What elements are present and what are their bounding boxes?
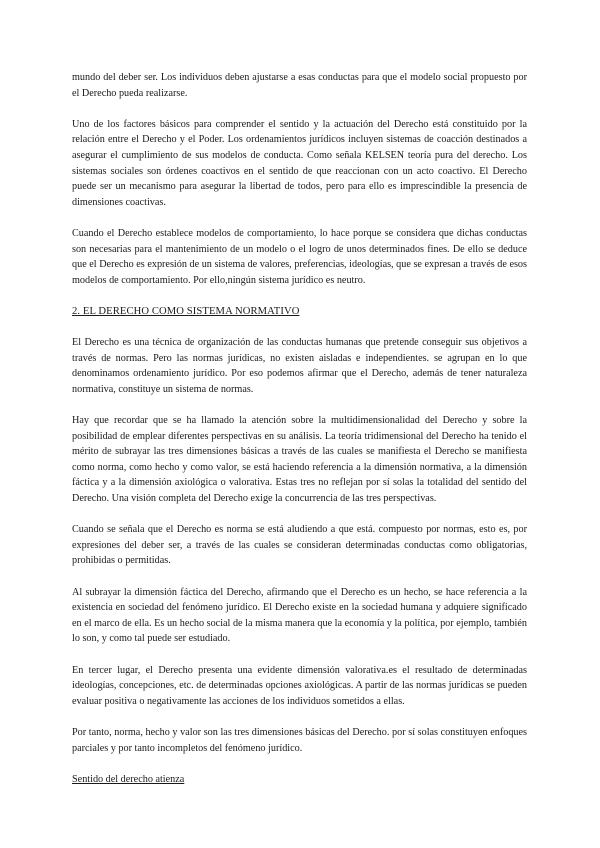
paragraph-conclusion: Por tanto, norma, hecho y valor son las tres dimensiones básicas del Derecho. por sí solas constituyen enfoques parciales y por tanto incompletos del fenómeno jurídico. <box>72 726 527 754</box>
subheading-sentido-derecho: Sentido del derecho atienza <box>72 773 185 785</box>
paragraph-deber-ser: mundo del deber ser. Los individuos deben ajustarse a esas conductas para que el modelo social propuesto por el Derecho pueda realizarse. <box>72 72 527 99</box>
paragraph-dimension-valorativa: En tercer lugar, el Derecho presenta una evidente dimensión valorativa.es el resultado de determinadas ideologías, concepciones, etc. de determinadas opciones axiológicas. A partir de las normas jurídicas se pueden evaluar positiva o negativamente las acciones de los individuos sometidos a ellas. <box>72 664 527 707</box>
section-heading: 2. EL DERECHO COMO SISTEMA NORMATIVO <box>72 305 300 317</box>
paragraph-derecho-norma: Cuando se señala que el Derecho es norma se está aludiendo a que está. compuesto por normas, esto es, por expresiones del deber ser, a través de las cuales se consideran determinadas conductas como obligatorias, prohibidas o permitidas. <box>72 524 527 567</box>
paragraph-modelos-comportamiento: Cuando el Derecho establece modelos de comportamiento, lo hace porque se considera que dichas conductas son necesarias para el mantenimiento de un modelo o el logro de unos determinados fines. De ello se deduce que el Derecho es expresión de un sistema de valores, preferencias, ideologías, que se expresan a través de esos modelos de comportamiento. Por ello,ningún sistema jurídico es neutro. <box>72 227 527 286</box>
paragraph-dimension-factica: Al subrayar la dimensión fáctica del Derecho, afirmando que el Derecho es un hecho, se hace referencia a la existencia en sociedad del fenómeno jurídico. El Derecho existe en la sociedad humana y adquiere significado en el marco de ella. Es un hecho social de la misma manera que la economía y la política, por ejemplo, también lo son, y como tal puede ser estudiado. <box>72 586 527 645</box>
paragraph-derecho-poder: Uno de los factores básicos para comprender el sentido y la actuación del Derecho está constituido por la relación entre el Derecho y el Poder. Los ordenamientos jurídicos incluyen sistemas de coacción destinados a asegurar el cumplimiento de sus modelos de conducta. Como señala KELSEN teoría pura del derecho. Los sistemas sociales son órdenes coactivos en el sentido de que reaccionan con un acto coactivo. El Derecho puede ser un mecanismo para asegurar la libertad de todos, pero para ello es imprescindible la presencia de dimensiones coactivas. <box>72 118 527 208</box>
document-page <box>72 70 527 787</box>
paragraph-tecnica-organizacion: El Derecho es una técnica de organización de las conductas humanas que pretende conseguir sus objetivos a través de normas. Pero las normas jurídicas, no existen aisladas e independientes. se agrupan en lo que denominamos ordenamiento jurídico. Por eso podemos afirmar que el Derecho, además de tener naturaleza normativa, constituye un sistema de normas. <box>72 337 527 395</box>
paragraph-multidimensionalidad: Hay que recordar que se ha llamado la atención sobre la multidimensionalidad del Derecho y sobre la posibilidad de emplear diferentes perspectivas en su análisis. La teoría tridimensional del Derecho ha tenido el mérito de subrayar las tres dimensiones básicas a través de las cuales se manifiesta el Derecho se manifiesta como norma, como hecho y como valor, se está haciendo referencia a la dimensión normativa, a la dimensión fáctica y a la dimensión axiológica o valorativa. Estas tres no reflejan por sí solas la totalidad del sentido del Derecho. Una visión completa del Derecho exige la concurrencia de las tres perspectivas. <box>72 415 527 505</box>
